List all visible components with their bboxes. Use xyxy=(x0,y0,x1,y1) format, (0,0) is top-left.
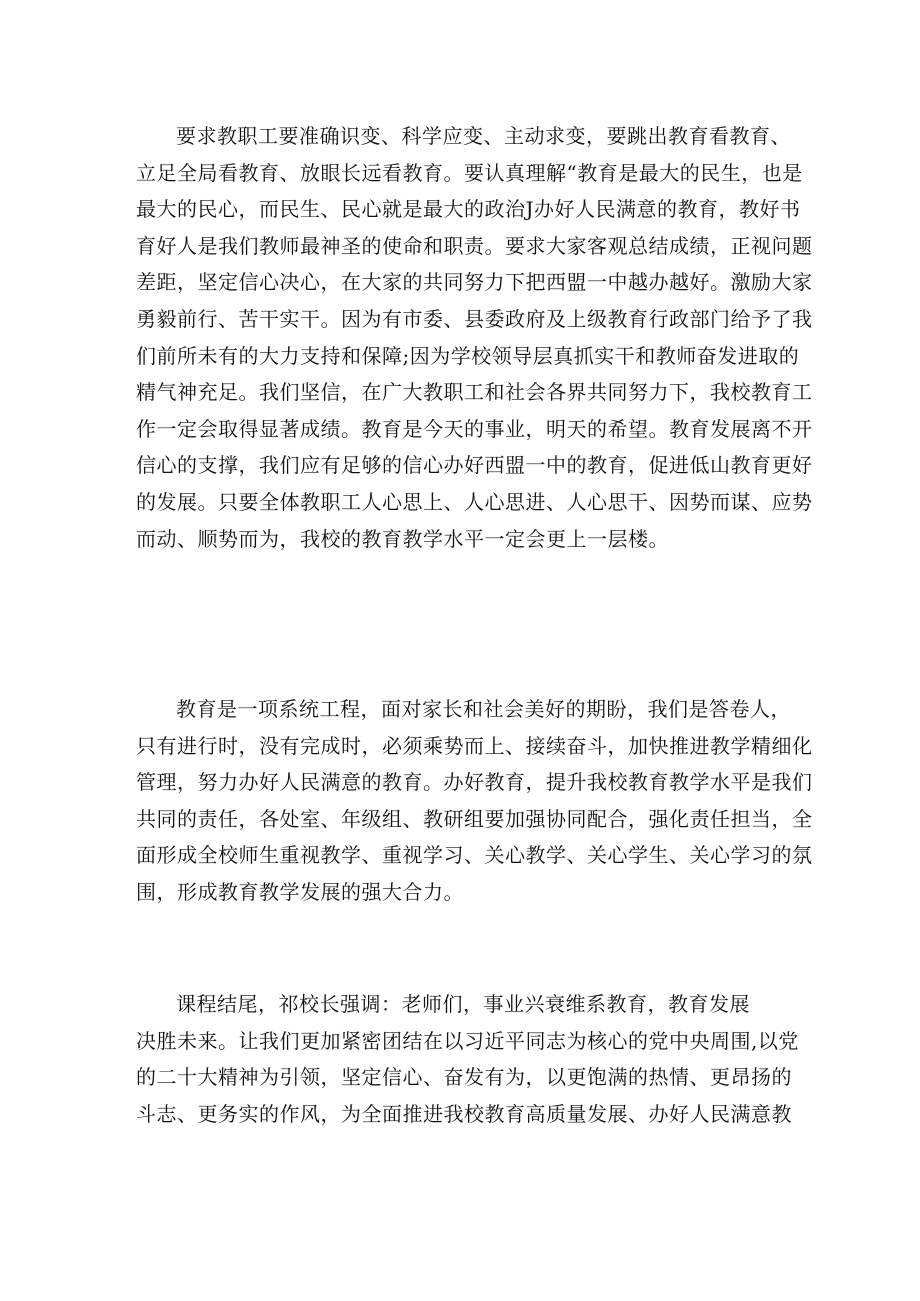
text-line: 而动、顺势而为，我校的教育教学水平一定会更上一层楼。 xyxy=(136,526,669,551)
paragraph-2 xyxy=(136,691,813,911)
paragraph-3 xyxy=(136,986,799,1132)
text-line: 育好人是我们教师最神圣的使命和职责。要求大家客观总结成绩，正视问题 xyxy=(136,233,813,258)
text-line: 最大的民心，而民生、民心就是最大的政治J办好人民满意的教育，教好书 xyxy=(136,197,801,222)
text-line: 的二十大精神为引领，坚定信心、奋发有为，以更饱满的热情、更昂扬的 xyxy=(136,1065,792,1090)
paragraph-1 xyxy=(136,118,813,557)
text-line: 只有进行时，没有完成时，必须乘势而上、接续奋斗，加快推进教学精细化 xyxy=(136,733,813,758)
text-line: 差距，坚定信心决心，在大家的共同努力下把西盟一中越办越好。激励大家 xyxy=(136,270,813,295)
text-line: 课程结尾，祁校长强调：老师们，事业兴衰维系教育，教育发展 xyxy=(176,992,750,1016)
text-line: 共同的责任，各处室、年级组、教研组要加强协同配合，强化责任担当，全 xyxy=(136,806,813,831)
text-line: 要求教职工要准确识变、科学应变、主动求变，要跳出教育看教育、 xyxy=(176,124,791,148)
text-line: 作一定会取得显著成绩。教育是今天的事业，明天的希望。教育发展离不开 xyxy=(136,416,813,441)
text-line: 斗志、更务实的作风，为全面推进我校教育高质量发展、办好人民满意教 xyxy=(136,1101,792,1126)
text-line: 的发展。只要全体教职工人心思上、人心思进、人心思干、因势而谋、应势 xyxy=(136,489,813,514)
text-line: 精气神充足。我们坚信，在广大教职工和社会各界共同努力下，我校教育工 xyxy=(136,380,813,405)
text-line: 决胜未来。让我们更加紧密团结在以习近平同志为核心的党中央周围,以党 xyxy=(136,1028,799,1053)
text-line: 管理，努力办好人民满意的教育。办好教育，提升我校教育教学水平是我们 xyxy=(136,770,813,795)
text-line: 教育是一项系统工程，面对家长和社会美好的期盼，我们是答卷人， xyxy=(176,697,791,721)
text-line: 立足全局看教育、放眼长远看教育。要认真理解“教育是最大的民生，也是 xyxy=(136,160,803,185)
text-line: 围，形成教育教学发展的强大合力。 xyxy=(136,879,464,904)
text-line: 勇毅前行、苦干实干。因为有市委、县委政府及上级教育行政部门给予了我 xyxy=(136,306,813,331)
text-line: 信心的支撑，我们应有足够的信心办好西盟一中的教育，促进低山教育更好 xyxy=(136,453,813,478)
text-line: 们前所未有的大力支持和保障;因为学校领导层真抓实干和教师奋发进取的 xyxy=(136,343,800,368)
text-line: 面形成全校师生重视教学、重视学习、关心教学、关心学生、关心学习的氛 xyxy=(136,843,813,868)
